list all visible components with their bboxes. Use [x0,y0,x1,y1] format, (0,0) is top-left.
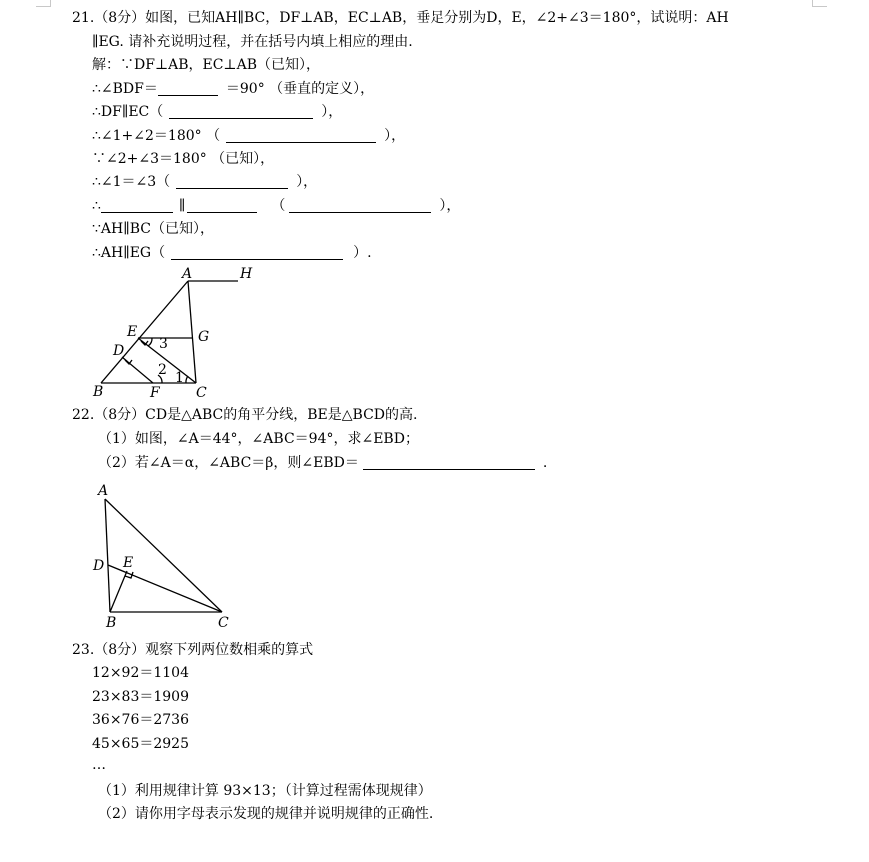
q23-example-3: 36×76＝2736 [92,712,189,728]
q22-label-b: B [106,615,117,631]
q21-label-b: B [93,384,104,400]
q21-label-e: E [127,324,138,340]
q23-stem: 23.（8分）观察下列两位数相乘的算式 [72,642,314,658]
q21-label-g: G [198,329,210,345]
q21-step6-suffix: ）， [439,198,461,214]
q23-example-2: 23×83＝1909 [92,689,189,705]
q21-step8-suffix: ）. [353,245,372,261]
q21-angle-label-3: 3 [159,336,168,352]
q22-part2-suffix: . [542,455,548,471]
q22-stem: 22.（8分）CD是△ABC的角平分线，BE是△BCD的高. [72,407,418,423]
q21-label-d: D [113,343,125,359]
q22-part1: （1）如图，∠A＝44°，∠ABC＝94°，求∠EBD； [98,431,419,447]
q21-step1-suffix: ＝90° （垂直的定义）， [225,81,375,97]
q22-part2-prefix: （2）若∠A＝α，∠ABC＝β，则∠EBD＝ [98,455,359,471]
q21-label-c: C [196,385,207,401]
q23-part2: （2）请你用字母表示发现的规律并说明规律的正确性. [98,806,434,822]
q22-line-ab [105,499,110,612]
q21-step6-paren-open: （ [271,198,286,214]
q23-example-4: 45×65＝2925 [92,736,189,752]
q21-step3-prefix: ∴∠1+∠2＝180° （ [92,128,221,144]
q22-label-e: E [123,555,134,571]
q21-step2-prefix: ∴DF∥EC（ [92,104,164,120]
q21-step6-prefix: ∴ [92,198,101,214]
q21-label-h: H [240,266,253,282]
q21-step3-suffix: ）， [384,128,406,144]
q23-example-1: 12×92＝1104 [92,665,189,681]
q21-stem-line2: ∥EG. 请补充说明过程，并在括号内填上相应的理由. [92,34,413,50]
q22-label-d: D [93,558,105,574]
q23-part1: （1）利用规律计算 93×13；（计算过程需体现规律） [98,783,432,799]
q21-label-f: F [150,385,160,401]
q21-step1-prefix: ∴∠BDF＝ [92,81,158,97]
q21-label-a: A [182,266,193,282]
q21-step6-parallel: ∥ [178,198,186,214]
q22-label-c: C [218,615,229,631]
q22-label-a: A [98,483,109,499]
q23-ellipsis: … [92,757,106,773]
q21-solution-intro: 解：∵DF⊥AB，EC⊥AB（已知）， [92,57,320,73]
q21-step5-prefix: ∴∠1＝∠3（ [92,174,171,190]
q21-step5-suffix: ）， [296,174,318,190]
q22-line-cd [108,565,222,612]
q21-step7: ∵AH∥BC（已知）， [92,221,214,237]
q22-line-be [110,571,127,612]
q21-step8-prefix: ∴AH∥EG（ [92,245,166,261]
q21-angle-label-2: 2 [158,362,167,378]
q21-stem-line1: 21.（8分）如图，已知AH∥BC，DF⊥AB，EC⊥AB，垂足分别为D，E，∠2+∠3＝180°，试说明：AH [72,10,729,26]
q21-step2-suffix: ）， [321,104,343,120]
q21-angle-label-1: 1 [175,370,184,386]
q21-step4: ∵∠2+∠3＝180° （已知）， [92,151,275,167]
